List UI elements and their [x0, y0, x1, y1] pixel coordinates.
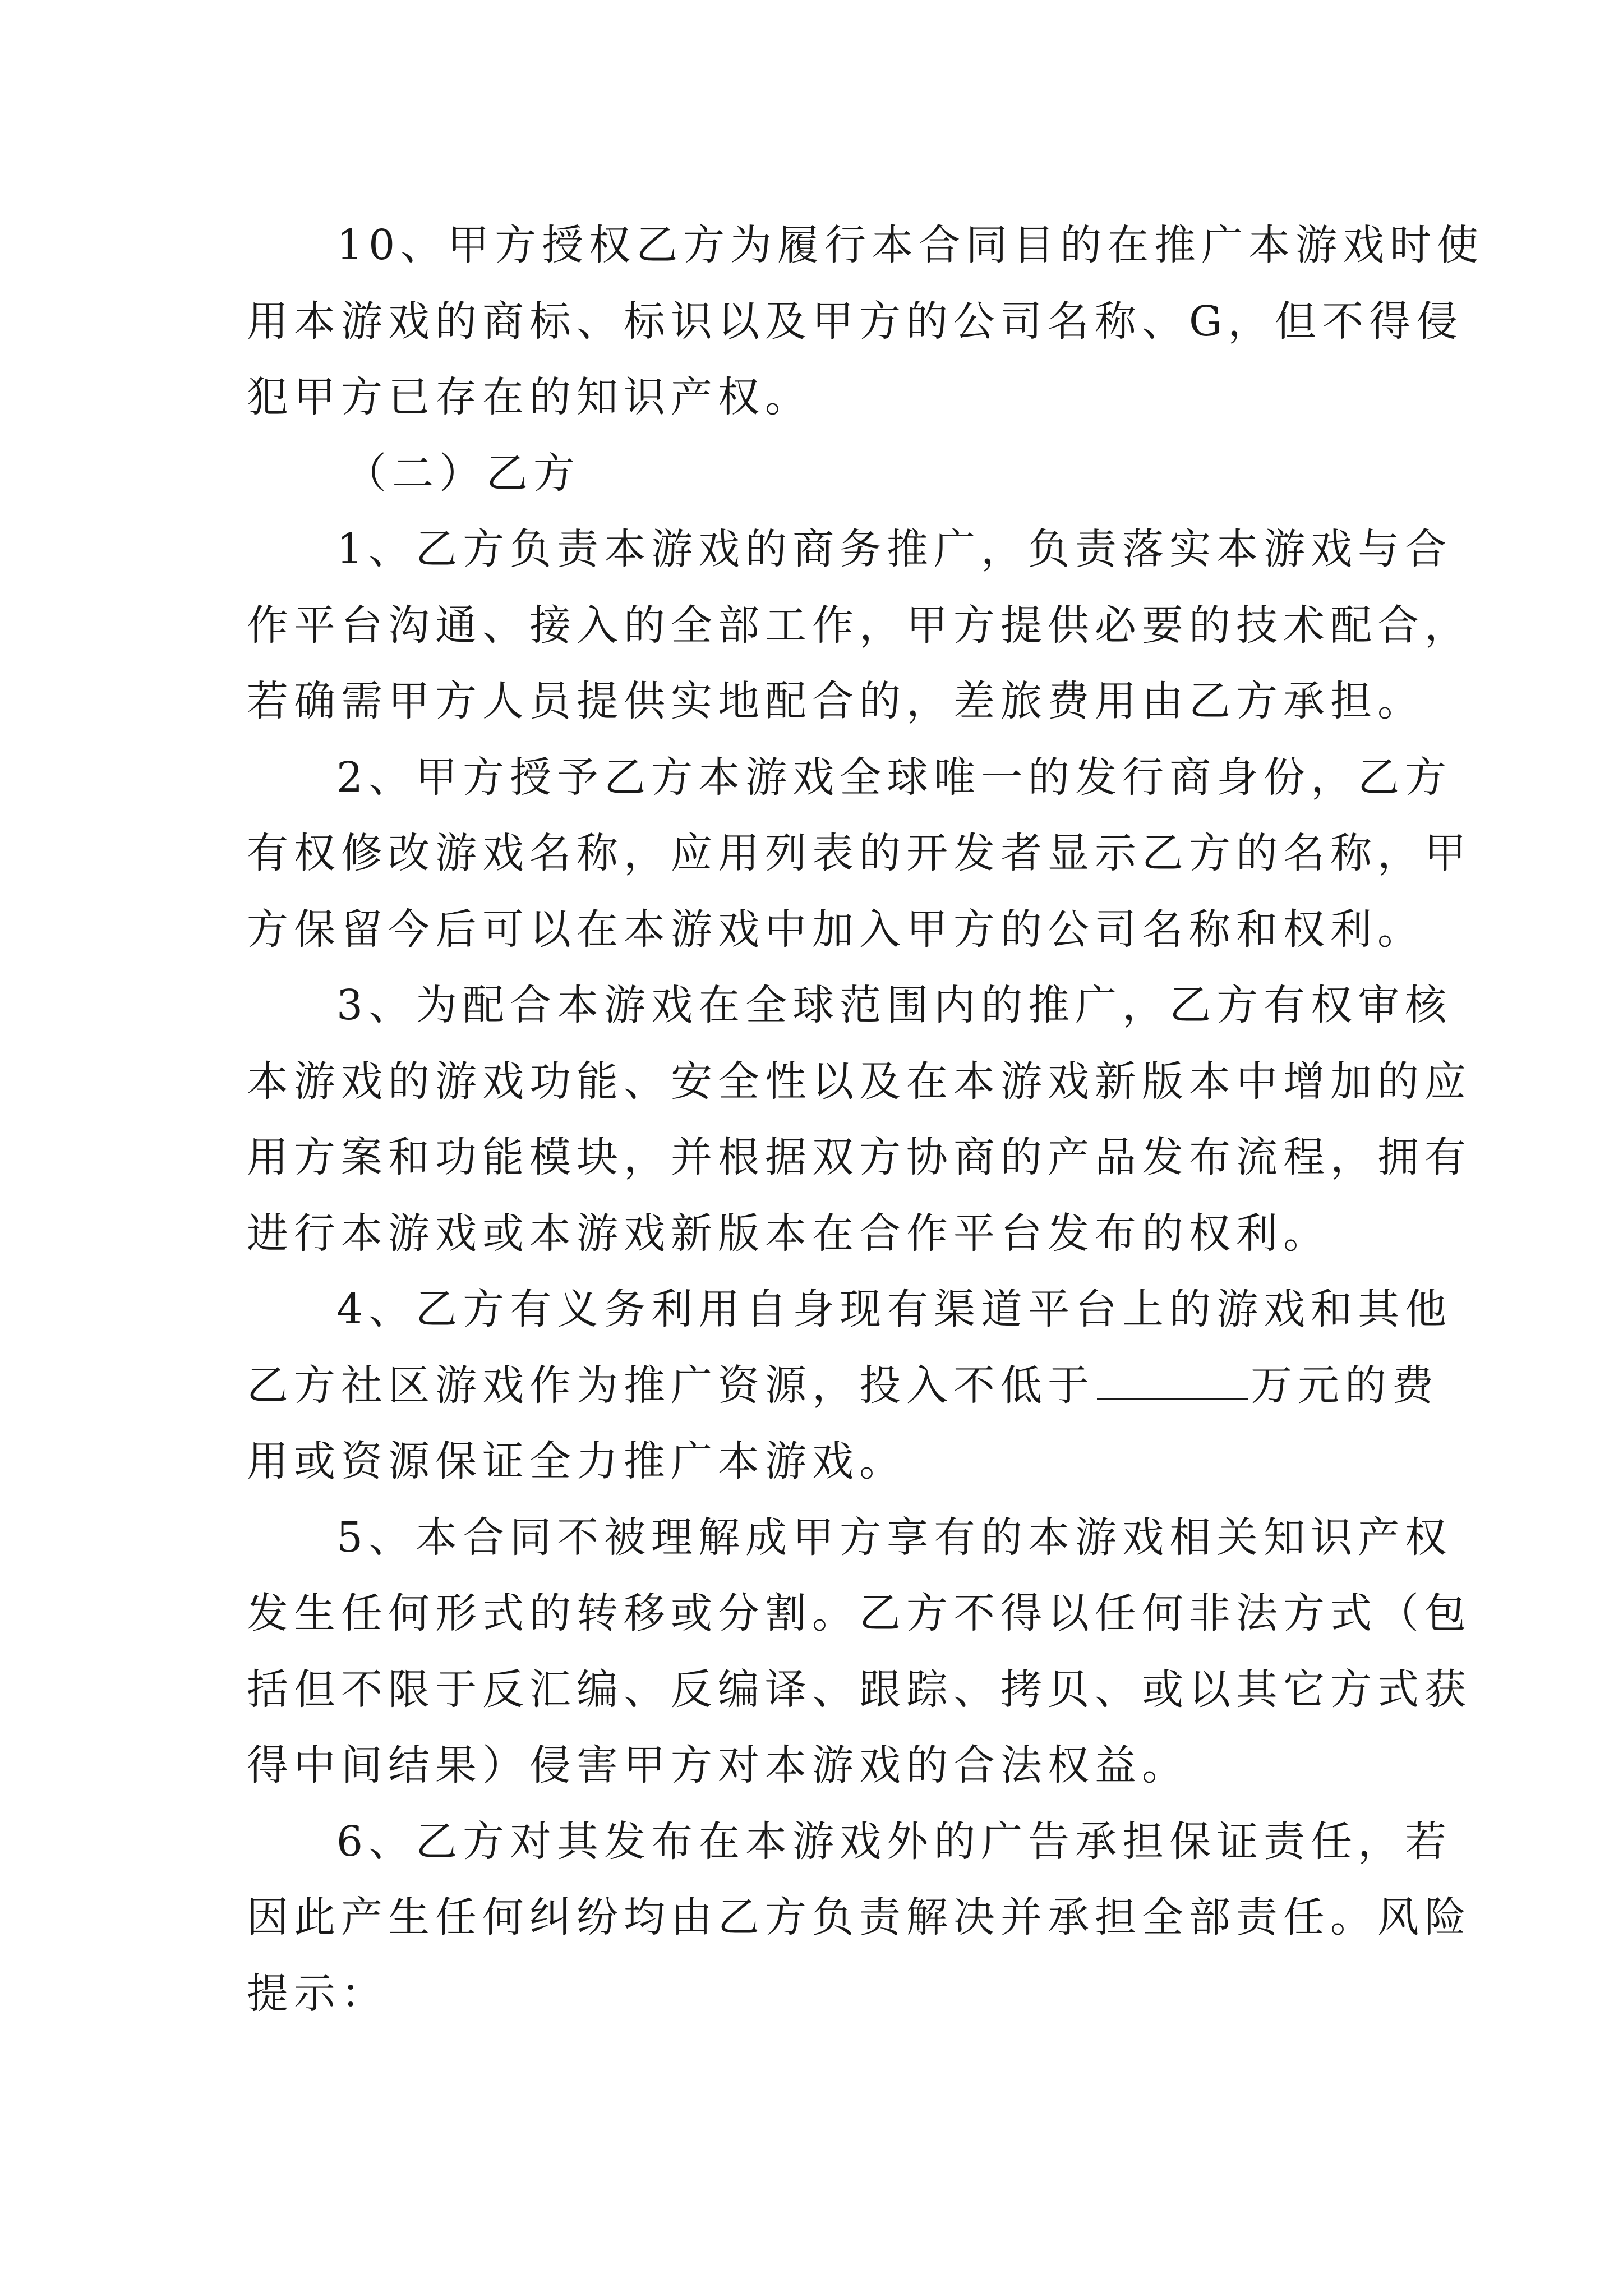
paragraph-3	[247, 968, 1472, 1272]
paragraph-5	[247, 1500, 1472, 1804]
paragraph-line: 5、本合同不被理解成甲方享有的本游戏相关知识产权	[336, 1513, 1453, 1562]
paragraph-line: 用方案和功能模块，并根据双方协商的产品发布流程，拥有	[247, 1133, 1472, 1181]
paragraph-10	[247, 208, 1484, 436]
paragraph-line: 2、甲方授予乙方本游戏全球唯一的发行商身份，乙方	[336, 753, 1453, 802]
blank-suffix-text: 万元的费	[1251, 1361, 1439, 1410]
paragraph-line: 发生任何形式的转移或分割。乙方不得以任何非法方式（包	[247, 1589, 1472, 1637]
paragraph-line: 10、甲方授权乙方为履行本合同目的在推广本游戏时使	[336, 221, 1484, 269]
paragraph-line: 得中间结果）侵害甲方对本游戏的合法权益。	[247, 1741, 1189, 1789]
amount-blank	[1097, 1366, 1248, 1400]
paragraph-6	[247, 1804, 1472, 2032]
paragraph-line: 3、为配合本游戏在全球范围内的推广，乙方有权审核	[336, 981, 1453, 1029]
paragraph-line: 1、乙方负责本游戏的商务推广，负责落实本游戏与合	[336, 525, 1453, 573]
paragraph-line: 括但不限于反汇编、反编译、跟踪、拷贝、或以其它方式获	[247, 1665, 1472, 1714]
section-heading: （二）乙方	[345, 449, 580, 498]
paragraph-2	[247, 740, 1472, 968]
paragraph-line: 方保留今后可以在本游戏中加入甲方的公司名称和权利。	[247, 905, 1424, 954]
paragraph-1	[247, 512, 1472, 740]
paragraph-line: 进行本游戏或本游戏新版本在合作平台发布的权利。	[247, 1209, 1330, 1258]
paragraph-line: 提示：	[247, 1969, 388, 2018]
paragraph-line: 作平台沟通、接入的全部工作，甲方提供必要的技术配合，	[247, 601, 1472, 650]
paragraph-line: 用或资源保证全力推广本游戏。	[247, 1437, 906, 1485]
paragraph-line: 6、乙方对其发布在本游戏外的广告承担保证责任，若	[336, 1817, 1453, 1866]
paragraph-line: 有权修改游戏名称，应用列表的开发者显示乙方的名称，甲	[247, 829, 1472, 877]
paragraph-line: 用本游戏的商标、标识以及甲方的公司名称、G，但不得侵	[247, 297, 1464, 346]
paragraph-line: 若确需甲方人员提供实地配合的，差旅费用由乙方承担。	[247, 677, 1424, 725]
paragraph-line: 因此产生任何纠纷均由乙方负责解决并承担全部责任。风险	[247, 1893, 1472, 1941]
document-body	[247, 208, 1484, 2032]
paragraph-line: 4、乙方有义务利用自身现有渠道平台上的游戏和其他	[336, 1285, 1453, 1333]
paragraph-line-with-blank	[247, 1348, 1439, 1424]
paragraph-line: 本游戏的游戏功能、安全性以及在本游戏新版本中增加的应	[247, 1057, 1472, 1106]
paragraph-line: 犯甲方已存在的知识产权。	[247, 373, 812, 421]
paragraph-4	[247, 1272, 1453, 1500]
blank-prefix-text: 乙方社区游戏作为推广资源，投入不低于	[247, 1361, 1095, 1410]
